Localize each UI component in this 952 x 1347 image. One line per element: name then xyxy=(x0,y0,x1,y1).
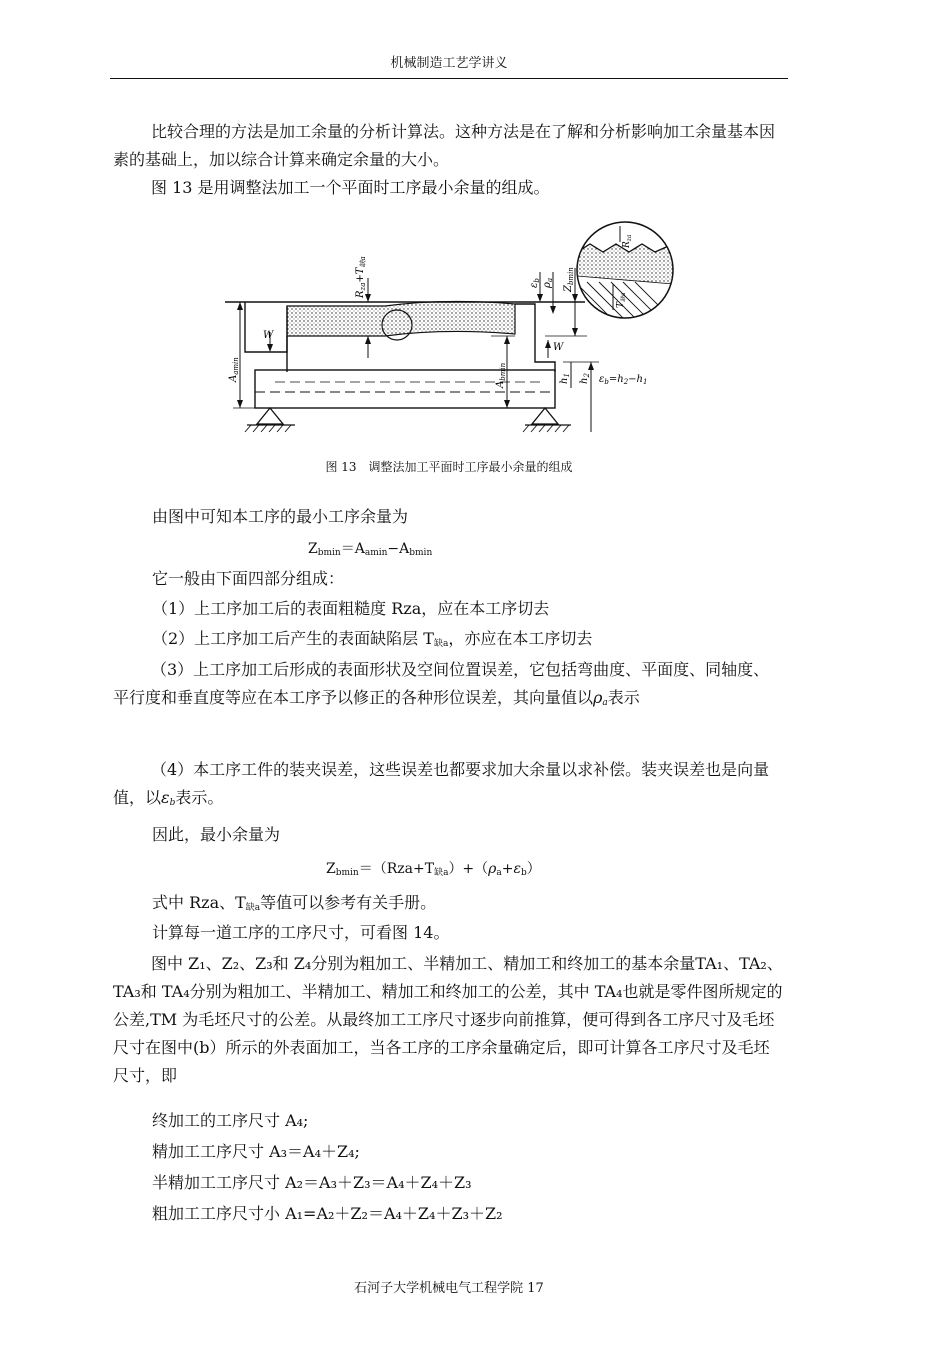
paragraph-figure-ref: 图 13 是用调整法加工一个平面时工序最小余量的组成。 xyxy=(151,178,550,197)
list-item-1: （1）上工序加工后的表面粗糙度 Rza，应在本工序切去 xyxy=(152,599,550,618)
label-circle-t-sub: 缺a xyxy=(620,292,627,302)
p10-sub: 缺a xyxy=(245,903,261,913)
label-h1-sub: 1 xyxy=(563,373,571,378)
paragraph-therefore: 因此，最小余量为 xyxy=(152,825,281,844)
p10-pre: 式中 Rza、T xyxy=(152,893,246,912)
label-rho: ρ xyxy=(542,282,553,288)
label-eps-eq-minus-sub: 1 xyxy=(642,378,648,386)
label-zbmin-sub: bmin xyxy=(567,267,575,286)
equation-line-a2: 半精加工工序尺寸 A₂＝A₃＋Z₃＝A₄＋Z₄＋Z₃ xyxy=(152,1173,472,1192)
equation-line-a3: 精加工工序尺寸 A₃＝A₄＋Z₄; xyxy=(152,1142,360,1161)
f1-eq: ＝A xyxy=(340,541,365,557)
f2-lhs: Z xyxy=(326,861,336,877)
page-header: 机械制造工艺学讲义 xyxy=(390,56,508,71)
list-item-2-post: ，亦应在本工序切去 xyxy=(448,629,593,648)
label-circle-rz-sub: za xyxy=(626,234,633,242)
figure-13-diagram xyxy=(215,212,695,442)
rho-a-symbol: $\rho_a$ xyxy=(593,688,608,708)
header-rule xyxy=(110,78,788,79)
label-eps-b-sub: b xyxy=(533,278,541,283)
label-eps-b: ε xyxy=(529,282,540,288)
paragraph-figure14-explain: 图中 Z₁、Z₂、Z₃和 Z₄分别为粗加工、半精加工、精加工和终加工的基本余量TA₁、TA₂、TA₃和 TA₄分别为粗加工、半精加工、精加工和终加工的公差，其中 TA₄也就是零件图所规定的公差,TM 为毛坯尺寸的公差。从最终加工工序尺寸逐步向前推算，便可得到各工序尺寸及毛坯尺寸在图中(b）所示的外表面加工，当各工序的工序余量确定后，即可计算各工序尺寸及毛坯尺寸，即 xyxy=(113,954,783,1085)
f1-lhs: Z xyxy=(308,541,318,557)
svg-text:Rza+T缺a xyxy=(355,256,367,299)
label-rz: R xyxy=(355,290,366,298)
svg-text:εb=h2−h1 xyxy=(599,374,647,386)
list-item-2-pre: （2）上工序加工后产生的表面缺陷层 T xyxy=(152,629,434,648)
label-rz-sub: za xyxy=(359,282,367,291)
label-h1: h xyxy=(559,377,570,384)
list-item-4-text: （4）本工序工件的装夹误差，这些误差也都要求加大余量以求补偿。装夹误差也是向量值，以 xyxy=(113,760,770,807)
f1-lhs-sub: bmin xyxy=(317,548,341,558)
f1-b-sub: bmin xyxy=(409,548,433,558)
list-item-4-tail: 表示。 xyxy=(175,788,224,807)
label-aamin-sub: amin xyxy=(232,357,240,375)
f1-minus: −A xyxy=(387,541,410,557)
svg-text:Zbmin xyxy=(563,267,575,293)
list-item-3 xyxy=(113,656,785,717)
page-footer: 石河子大学机械电气工程学院 17 xyxy=(354,1281,544,1296)
label-eps-eq-minus: −h xyxy=(628,374,643,385)
paragraph-min-allowance: 由图中可知本工序的最小工序余量为 xyxy=(152,507,409,526)
list-item-4 xyxy=(113,756,785,817)
eps-b-symbol: $\varepsilon_b$ xyxy=(161,788,176,808)
label-abmin-sub: bmin xyxy=(499,362,507,381)
label-eps-eq: ε xyxy=(599,374,605,385)
paragraph-figure14-ref: 计算每一道工序的工序尺寸，可看图 14。 xyxy=(152,923,450,942)
label-abmin: A xyxy=(495,380,506,388)
label-w-right: W xyxy=(553,342,564,353)
list-item-2-sub: 缺a xyxy=(433,639,449,649)
svg-text:εb xyxy=(529,278,541,288)
svg-text:h2 xyxy=(579,373,591,384)
f2-rho-sub: a xyxy=(496,868,502,878)
paragraph-handbook xyxy=(152,890,436,921)
svg-text:Abmin xyxy=(495,362,507,389)
f2-eps: ε xyxy=(513,861,522,877)
equation-line-a1: 粗加工工序尺寸小 A₁=A₂＋Z₂＝A₄＋Z₄＋Z₃＋Z₂ xyxy=(152,1204,503,1223)
label-ta-sub: 缺a xyxy=(359,256,367,268)
label-circle-t: T xyxy=(616,301,626,308)
label-eps-eq-rhs: =h xyxy=(608,374,624,385)
equation-line-a4: 终加工的工序尺寸 A₄; xyxy=(152,1111,309,1130)
p10-post: 等值可以参考有关手册。 xyxy=(260,893,437,912)
label-h2: h xyxy=(579,377,590,384)
label-zbmin: Z xyxy=(563,285,574,292)
f2-eps-sub: b xyxy=(521,868,527,878)
f2-mid: ）+（ xyxy=(448,861,489,877)
label-rho-sub: a xyxy=(546,277,554,283)
f2-plus: + xyxy=(501,861,514,877)
f2-rho: ρ xyxy=(488,861,497,877)
label-eps-eq-sub: b xyxy=(604,378,609,386)
svg-text:ρa xyxy=(542,278,554,289)
label-h2-sub: 2 xyxy=(583,373,591,378)
label-aamin: A xyxy=(228,374,239,382)
svg-text:Aamin xyxy=(228,357,240,383)
formula-zbmin xyxy=(308,538,432,558)
f2-lhs-sub: bmin xyxy=(335,868,359,878)
list-item-3-text: （3）上工序加工后形成的表面形状及空间位置误差，它包括弯曲度、平面度、同轴度、平行度和垂直度等应在本工序予以修正的各种形位误差，其向量值以 xyxy=(113,660,770,707)
paragraph-four-parts: 它一般由下面四部分组成： xyxy=(152,569,345,588)
label-eps-eq-rhs-sub: 2 xyxy=(623,378,629,386)
label-w-left: W xyxy=(263,330,274,341)
paragraph-intro: 比较合理的方法是加工余量的分析计算法。这种方法是在了解和分析影响加工余量基本因素的基础上，加以综合计算来确定余量的大小。 xyxy=(113,122,776,169)
label-circle-rz: R xyxy=(622,241,632,248)
f2-t-sub: 缺a xyxy=(434,868,449,878)
formula-zbmin-sum xyxy=(326,858,541,878)
f2-eq: ＝（Rza+T xyxy=(358,861,435,877)
svg-text:h1 xyxy=(559,373,571,384)
list-item-3-tail: 表示 xyxy=(607,688,640,707)
f1-a-sub: amin xyxy=(364,548,388,558)
f2-close: ） xyxy=(526,861,541,877)
figure-caption: 图 13 调整法加工平面时工序最小余量的组成 xyxy=(325,460,573,474)
list-item-2 xyxy=(152,626,592,657)
label-ta: +T xyxy=(355,267,366,283)
